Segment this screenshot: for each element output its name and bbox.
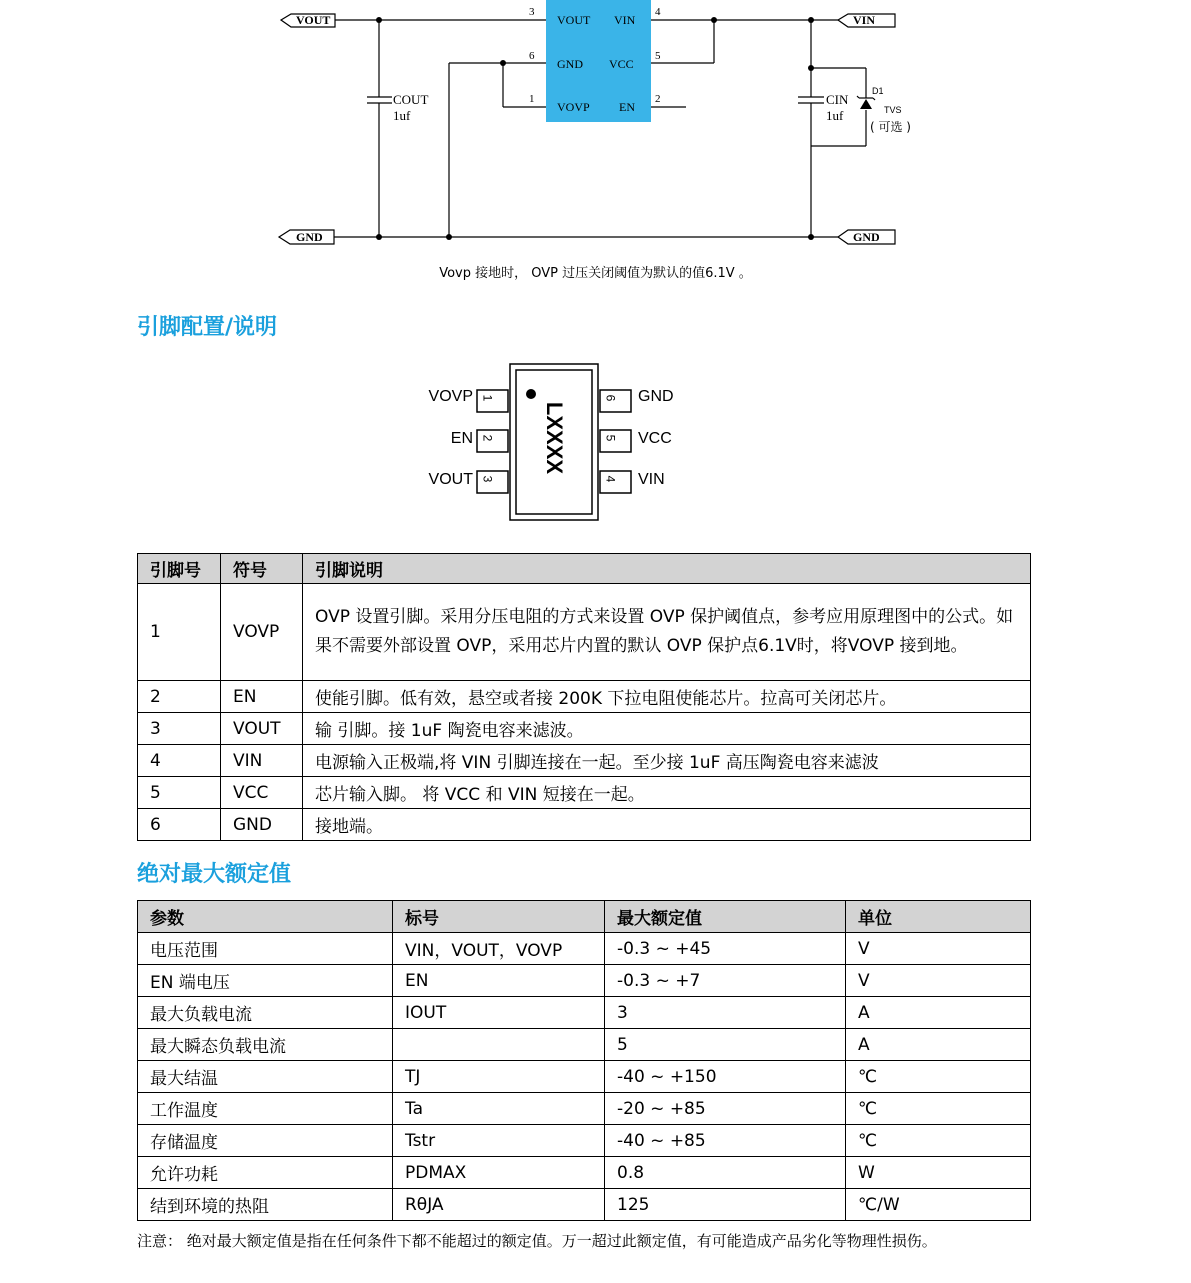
package-pin-name-vout: VOUT: [428, 471, 473, 488]
unit: ℃: [846, 1093, 1031, 1125]
package-pin-num-6: 6: [603, 394, 618, 402]
symbol: VIN，VOUT，VOVP: [393, 933, 605, 965]
value: -0.3 ~ +45: [605, 933, 846, 965]
package-pin-num-5: 5: [603, 434, 618, 442]
pin-number: 6: [138, 809, 221, 841]
pin-name-en: EN: [619, 100, 635, 114]
package-pin-name-vovp: VOVP: [428, 388, 473, 405]
symbol: [393, 1029, 605, 1061]
cout-value: 1uf: [393, 108, 411, 123]
table-row: [138, 1029, 1031, 1061]
application-schematic: [0, 0, 1191, 260]
table-row: [138, 1157, 1031, 1189]
cin-label: CIN: [826, 92, 849, 107]
header-parameter: 参数: [138, 901, 393, 933]
table-row: [138, 809, 1031, 841]
pin-symbol: EN: [221, 681, 303, 713]
param: EN 端电压: [138, 965, 393, 997]
pin-number: 5: [138, 777, 221, 809]
table-row: [138, 965, 1031, 997]
value: -20 ~ +85: [605, 1093, 846, 1125]
unit: ℃: [846, 1125, 1031, 1157]
pin-number-3: 3: [529, 6, 535, 18]
table-row: [138, 584, 1031, 681]
table-row: [138, 933, 1031, 965]
pin-name-gnd: GND: [557, 57, 583, 71]
pin-symbol: GND: [221, 809, 303, 841]
schematic-caption: Vovp 接地时， OVP 过压关闭阈值为默认的值6.1V 。: [439, 266, 752, 281]
value: -40 ~ +150: [605, 1061, 846, 1093]
pin-description: 使能引脚。低有效，悬空或者接 200K 下拉电阻使能芯片。拉高可关闭芯片。: [303, 681, 1031, 713]
unit: A: [846, 997, 1031, 1029]
param: 电压范围: [138, 933, 393, 965]
pin-number: 1: [138, 584, 221, 681]
cout-label: COUT: [393, 92, 429, 107]
header-symbol: 符号: [221, 554, 303, 584]
param: 最大负载电流: [138, 997, 393, 1029]
cin-value: 1uf: [826, 108, 844, 123]
package-pin-name-vin: VIN: [638, 471, 665, 488]
unit: A: [846, 1029, 1031, 1061]
diode-optional-note: ( 可选 ): [870, 120, 911, 134]
table-row: [138, 777, 1031, 809]
ratings-table: [137, 900, 1031, 1221]
symbol: Tstr: [393, 1125, 605, 1157]
header-max-rating: 最大额定值: [605, 901, 846, 933]
pin-description: 芯片输入脚。 将 VCC 和 VIN 短接在一起。: [303, 777, 1031, 809]
ratings-note: 注意： 绝对最大额定值是指在任何条件下都不能超过的额定值。万一超过此额定值，有可能造成产品劣化等物理性损伤。: [137, 1232, 937, 1250]
param: 允许功耗: [138, 1157, 393, 1189]
pin-section-title: 引脚配置/说明: [137, 315, 278, 340]
unit: V: [846, 965, 1031, 997]
table-row: [138, 1125, 1031, 1157]
pin-description: 接地端。: [303, 809, 1031, 841]
vout-port-label: VOUT: [296, 13, 331, 27]
package-pin-num-2: 2: [480, 434, 495, 442]
package-pin-name-en: EN: [450, 430, 473, 447]
pin-description: 输 引脚。接 1uF 陶瓷电容来滤波。: [303, 713, 1031, 745]
symbol: Ta: [393, 1093, 605, 1125]
pin-number: 3: [138, 713, 221, 745]
pin-number: 4: [138, 745, 221, 777]
table-row: [138, 681, 1031, 713]
pin-number-4: 4: [655, 6, 661, 18]
symbol: IOUT: [393, 997, 605, 1029]
ratings-section-title: 绝对最大额定值: [137, 862, 292, 887]
header-unit: 单位: [846, 901, 1031, 933]
diode-type: TVS: [884, 105, 902, 115]
table-row: [138, 1061, 1031, 1093]
pin-name-vcc: VCC: [609, 57, 634, 71]
value: 0.8: [605, 1157, 846, 1189]
table-row: [138, 745, 1031, 777]
gnd-port-label-right: GND: [853, 230, 880, 244]
symbol: PDMAX: [393, 1157, 605, 1189]
pin-number: 2: [138, 681, 221, 713]
table-row: [138, 1093, 1031, 1125]
pin-symbol: VIN: [221, 745, 303, 777]
table-row: [138, 713, 1031, 745]
unit: ℃: [846, 1061, 1031, 1093]
package-pin-name-gnd: GND: [638, 388, 674, 405]
value: -0.3 ~ +7: [605, 965, 846, 997]
pin-symbol: VOVP: [221, 584, 303, 681]
pin-number-5: 5: [655, 50, 661, 62]
pin-description-table: [137, 553, 1031, 841]
symbol: EN: [393, 965, 605, 997]
vin-port-label: VIN: [853, 13, 876, 27]
package-pin-num-1: 1: [480, 394, 495, 402]
header-symbol: 标号: [393, 901, 605, 933]
pin-name-vout: VOUT: [557, 13, 591, 27]
package-pin-num-4: 4: [603, 475, 618, 483]
pin-number-6: 6: [529, 50, 535, 62]
table-row: [138, 1189, 1031, 1221]
pin-number-1: 1: [529, 93, 535, 105]
pin-description: 电源输入正极端,将 VIN 引脚连接在一起。至少接 1uF 高压陶瓷电容来滤波: [303, 745, 1031, 777]
table-row: [138, 997, 1031, 1029]
value: 5: [605, 1029, 846, 1061]
value: 125: [605, 1189, 846, 1221]
package-chip-label: LXXXX: [542, 401, 567, 475]
header-description: 引脚说明: [303, 554, 1031, 584]
header-pin-number: 引脚号: [138, 554, 221, 584]
pin-symbol: VOUT: [221, 713, 303, 745]
param: 存储温度: [138, 1125, 393, 1157]
pin-description: OVP 设置引脚。采用分压电阻的方式来设置 OVP 保护阈值点，参考应用原理图中的公式。如果不需要外部设置 OVP，采用芯片内置的默认 OVP 保护点6.1V时，将VOVP 接到地。: [303, 584, 1031, 681]
unit: V: [846, 933, 1031, 965]
unit: ℃/W: [846, 1189, 1031, 1221]
symbol: TJ: [393, 1061, 605, 1093]
gnd-port-label-left: GND: [296, 230, 323, 244]
symbol: RθJA: [393, 1189, 605, 1221]
package-pin-name-vcc: VCC: [638, 430, 672, 447]
value: 3: [605, 997, 846, 1029]
pin-number-2: 2: [655, 93, 661, 105]
pin-symbol: VCC: [221, 777, 303, 809]
diode-label: D1: [872, 86, 884, 96]
unit: W: [846, 1157, 1031, 1189]
pin-name-vin: VIN: [614, 13, 636, 27]
param: 工作温度: [138, 1093, 393, 1125]
param: 结到环境的热阻: [138, 1189, 393, 1221]
param: 最大结温: [138, 1061, 393, 1093]
value: -40 ~ +85: [605, 1125, 846, 1157]
param: 最大瞬态负载电流: [138, 1029, 393, 1061]
package-pin-num-3: 3: [480, 475, 495, 483]
pin-name-vovp: VOVP: [557, 100, 590, 114]
